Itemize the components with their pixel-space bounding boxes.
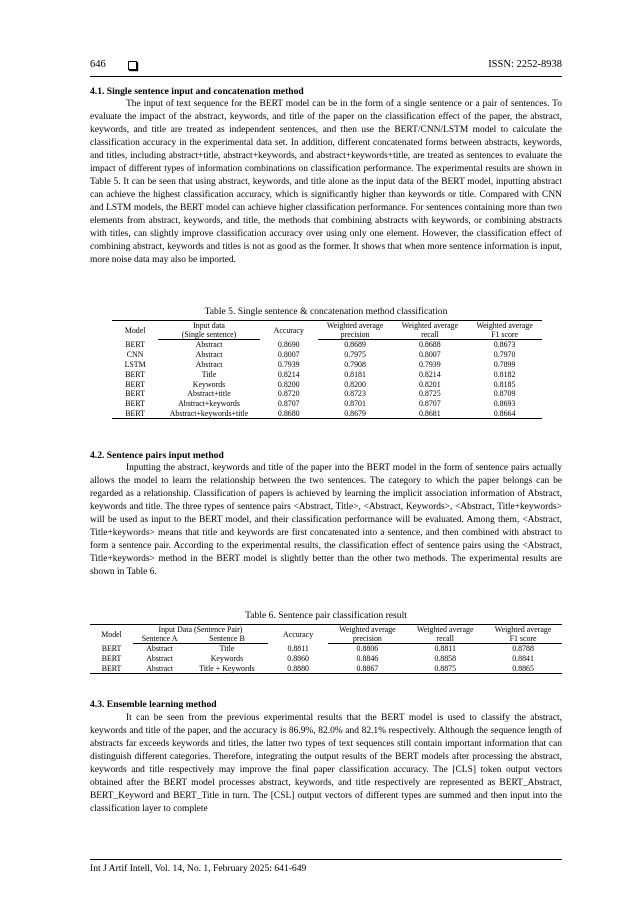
table-cell: 0.8707 bbox=[418, 399, 441, 409]
table-6-caption: Table 6. Sentence pair classification result bbox=[245, 610, 407, 621]
table-6-header-precision-sub: precision bbox=[328, 634, 406, 644]
table-5-caption: Table 5. Single sentence & concatenation method classification bbox=[204, 306, 448, 317]
table-cell: Abstract bbox=[195, 359, 223, 369]
table-6-header-accuracy: Accuracy bbox=[268, 625, 329, 644]
table-cell: BERT bbox=[125, 379, 145, 389]
table-6-header-precision: Weighted average bbox=[328, 625, 406, 635]
table-cell: 0.7908 bbox=[344, 359, 366, 369]
table-5-header-recall: Weighted average bbox=[392, 321, 467, 331]
table-cell: Keywords bbox=[192, 379, 226, 389]
table-cell: 0.8707 bbox=[277, 399, 300, 409]
table-cell: 0.8679 bbox=[318, 409, 393, 419]
table-cell: BERT bbox=[125, 340, 145, 350]
table-6-header-sentence-b: Sentence B bbox=[186, 634, 268, 644]
table-cell: 0.8865 bbox=[484, 664, 562, 674]
table-cell: 0.8858 bbox=[434, 654, 457, 664]
table-cell: Keywords bbox=[210, 654, 244, 664]
table-6-body bbox=[90, 644, 562, 674]
table-cell: Abstract+keywords+title bbox=[158, 409, 260, 419]
table-6-header-f1: Weighted average bbox=[484, 625, 562, 635]
table-cell: BERT bbox=[125, 389, 145, 399]
table-cell: 0.8725 bbox=[418, 389, 441, 399]
table-cell: 0.8860 bbox=[287, 654, 309, 664]
table-cell: BERT bbox=[101, 654, 122, 664]
table-cell: 0.8867 bbox=[328, 664, 406, 674]
table-cell: 0.8689 bbox=[344, 340, 366, 350]
table-5-row bbox=[112, 360, 542, 370]
table-5-body bbox=[112, 340, 542, 419]
table-cell: 0.7939 bbox=[418, 359, 441, 369]
journal-citation: Int J Artif Intell, Vol. 14, No. 1, February 2025: 641-649 bbox=[90, 863, 307, 874]
table-6-row bbox=[90, 654, 562, 664]
table-6-row bbox=[90, 644, 562, 654]
table-5-header-input-sub: (Single sentence) bbox=[158, 330, 260, 340]
table-cell: 0.8846 bbox=[356, 654, 379, 664]
table-cell: 0.8709 bbox=[493, 389, 516, 399]
table-5-row bbox=[112, 409, 542, 419]
table-cell: 0.8723 bbox=[344, 389, 366, 399]
table-cell: 0.8806 bbox=[356, 644, 379, 654]
table-cell: 0.8688 bbox=[418, 340, 441, 350]
table-cell: CNN bbox=[126, 350, 144, 360]
table-5-header-input: Input data bbox=[158, 321, 260, 331]
table-cell: Abstract+title bbox=[187, 389, 231, 399]
table-cell: 0.7899 bbox=[493, 359, 516, 369]
table-cell: BERT bbox=[112, 409, 158, 419]
table-6-header-sentence-a: Sentence A bbox=[133, 634, 186, 644]
table-cell: 0.8007 bbox=[418, 350, 441, 360]
table-5 bbox=[112, 320, 542, 419]
table-cell: 0.8185 bbox=[493, 379, 516, 389]
section-4-3-paragraph: It can be seen from the previous experimental results that the BERT model is used to classify the abstract, keywords and title of the paper, and the accuracy is 86.9%, 82.0% and 82.1% respectively. Although the sequence length of abstracts far exceeds keywords and titles, the latter two types of text sequences still contain important information that can distinguish different categories. Therefore, integrating the output results of the BERT models after processing the abstract, keywords and title respectively may improve the final paper classification accuracy. The [CLS] token output vectors obtained after the BERT model processes abstract, keywords, and title respectively are represented as BERT_Abstract, BERT_Keyword and BERT_Title in turn. The [CSL] output vectors of different types are summed and then input into the classification layer to complete bbox=[90, 713, 562, 814]
square-bullet-icon bbox=[128, 61, 137, 70]
table-5-header-precision: Weighted average bbox=[318, 321, 393, 331]
table-cell: 0.8841 bbox=[512, 654, 534, 664]
section-4-1-title: 4.1. Single sentence input and concatenation method bbox=[90, 86, 304, 97]
table-cell: Title bbox=[219, 644, 235, 654]
header-rule bbox=[90, 76, 562, 77]
section-4-2-title: 4.2. Sentence pairs input method bbox=[90, 450, 224, 461]
table-6-header-input-group: Input Data (Sentence Pair) bbox=[133, 625, 268, 635]
table-cell: Abstract bbox=[195, 350, 223, 360]
table-cell: 0.8788 bbox=[512, 644, 534, 654]
table-5-row bbox=[112, 350, 542, 360]
section-4-3-title: 4.3. Ensemble learning method bbox=[90, 699, 217, 710]
table-5-row bbox=[112, 389, 542, 399]
table-cell: 0.8181 bbox=[344, 369, 366, 379]
table-5-row bbox=[112, 379, 542, 389]
table-6-row bbox=[90, 664, 562, 674]
table-cell: 0.8007 bbox=[277, 350, 300, 360]
table-cell: Abstract+keywords bbox=[178, 399, 240, 409]
table-cell: BERT bbox=[125, 369, 145, 379]
table-cell: BERT bbox=[90, 664, 133, 674]
table-cell: 0.8200 bbox=[344, 379, 366, 389]
table-6-header-recall: Weighted average bbox=[406, 625, 484, 635]
table-5-row bbox=[112, 369, 542, 379]
table-5-header-f1-sub: F1 score bbox=[467, 330, 542, 340]
table-5-header-model: Model bbox=[112, 321, 158, 340]
table-cell: 0.8200 bbox=[277, 379, 300, 389]
table-6-header-recall-sub: recall bbox=[406, 634, 484, 644]
table-6-header-f1-sub: F1 score bbox=[484, 634, 562, 644]
table-6 bbox=[90, 624, 562, 674]
table-cell: 0.8182 bbox=[493, 369, 516, 379]
table-cell: 0.8201 bbox=[418, 379, 441, 389]
table-cell: BERT bbox=[101, 644, 122, 654]
table-cell: 0.7975 bbox=[344, 350, 366, 360]
issn-label: ISSN: 2252-8938 bbox=[488, 59, 562, 70]
table-5-header-precision-sub: precision bbox=[318, 330, 393, 340]
table-cell: Abstract bbox=[133, 664, 186, 674]
table-cell: 0.8880 bbox=[268, 664, 329, 674]
table-5-header-accuracy: Accuracy bbox=[260, 321, 318, 340]
table-cell: 0.8673 bbox=[493, 340, 516, 350]
table-cell: 0.8680 bbox=[260, 409, 318, 419]
table-cell: 0.8701 bbox=[344, 399, 366, 409]
section-4-1-paragraph: The input of text sequence for the BERT model can be in the form of a single sentence or a pair of sentences. To evaluate the impact of the abstract, keywords, and title of the paper on the classification effect of the paper, the abstract, keywords, and title are treated as independent sentences, and then use the BERT/CNN/LSTM model to calculate the classification accuracy in the experimental data set. In addition, different concatenated forms between abstracts, keywords, and titles, including abstract+title, abstract+keywords, and abstract+keywords+title, are treated as sentences to evaluate the impact of different types of information combinations on classification performance. The experimental results are shown in Table 5. It can be seen that using abstract, keywords, and title alone as the input data of the BERT model, inputting abstract can achieve the highest classification accuracy, which is significantly higher than keywords or title. Compared with CNN and LSTM models, the BERT model can achieve higher classification performance. For sentences containing more than two elements from abstract, keywords, and title, the methods that combining abstracts with keywords, or combining abstracts with titles, can slightly improve classification accuracy over using only one element. However, the classification effect of combining abstract, keywords and titles is not as good as the former. It shows that when more sentence information is input, more noise data may also be imported. bbox=[90, 99, 562, 265]
table-cell: 0.8875 bbox=[406, 664, 484, 674]
table-cell: 0.8693 bbox=[493, 399, 516, 409]
table-cell: Title bbox=[201, 369, 217, 379]
table-cell: Abstract bbox=[195, 340, 223, 350]
table-6-header-model: Model bbox=[90, 625, 133, 644]
footer-rule bbox=[90, 859, 562, 860]
table-cell: BERT bbox=[125, 399, 145, 409]
table-cell: 0.8720 bbox=[277, 389, 300, 399]
paper-page bbox=[90, 0, 562, 902]
table-5-header-f1: Weighted average bbox=[467, 321, 542, 331]
table-cell: 0.8214 bbox=[418, 369, 441, 379]
table-5-row bbox=[112, 399, 542, 409]
table-5-row bbox=[112, 340, 542, 350]
table-cell: Abstract bbox=[146, 654, 173, 664]
table-cell: 0.8681 bbox=[392, 409, 467, 419]
table-cell: Abstract bbox=[146, 644, 173, 654]
page-number: 646 bbox=[90, 59, 106, 70]
table-5-header-recall-sub: recall bbox=[392, 330, 467, 340]
table-cell: 0.8664 bbox=[467, 409, 542, 419]
table-cell: 0.8690 bbox=[277, 340, 300, 350]
table-cell: 0.8214 bbox=[277, 369, 300, 379]
table-cell: Title + Keywords bbox=[186, 664, 268, 674]
table-cell: LSTM bbox=[124, 359, 146, 369]
table-cell: 0.8811 bbox=[434, 644, 456, 654]
table-cell: 0.7939 bbox=[277, 359, 300, 369]
section-4-2-paragraph: Inputting the abstract, keywords and title of the paper into the BERT model in the form of sentence pairs actually allows the model to learn the relationship between the two sentences. The category to which the paper belongs can be regarded as a relationship. Classification of papers is achieved by learning the implicit association information of Abstract, keywords and title. The three types of sentence pairs <Abstract, Title>, <Abstract, Keywords>, <Abstract, Title+keywords> will be used as input to the BERT model, and their classification performance will be evaluated. Among them, <Abstract, Title+keywords> means that title and keywords are first concatenated into a sentence, and then combined with abstract to form a sentence pair. According to the experimental results, the classification effect of sentence pairs using the <Abstract, Title+keywords> method in the BERT model is slightly better than the other two methods. The experimental results are shown in Table 6. bbox=[90, 463, 562, 577]
table-cell: 0.7970 bbox=[493, 350, 516, 360]
table-cell: 0.8811 bbox=[287, 644, 309, 654]
running-header bbox=[90, 59, 562, 73]
